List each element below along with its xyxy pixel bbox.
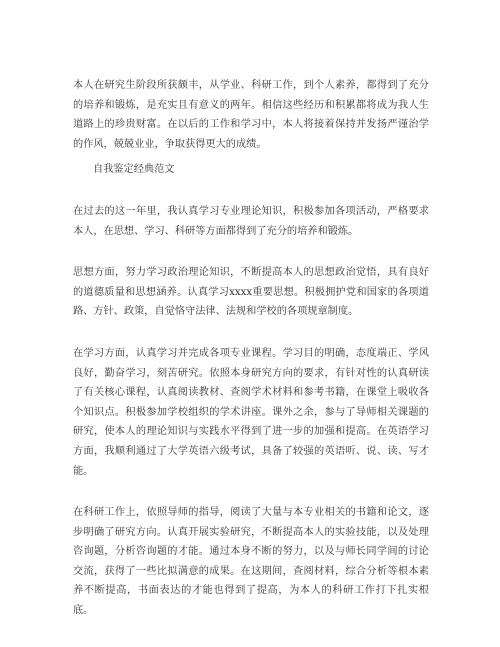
document-body xyxy=(73,76,429,621)
spacer xyxy=(73,481,429,503)
paragraph-study: 在学习方面，认真学习并完成各项专业课程。学习目的明确，态度端正、学风良好，勤奋学习，刻苦研究。依照本身研究方向的要求，有针对性的认真研读了有关核心课程，认真阅读教材、查阅学术材料和参考书籍，在课堂上吸收各个知识点。积极参加学校组织的学术讲座。课外之余，参与了导师相关课题的研究，使本人的理论知识与实践水平得到了进一步的加强和提高。在英语学习方面，我顺利通过了大学英语六级考试，具备了较强的英语听、说、读、写才能。 xyxy=(73,347,429,477)
section-heading: 自我鉴定经典范文 xyxy=(93,164,175,176)
paragraph-overview: 在过去的这一年里，我认真学习专业理论知识，积极参加各项活动，严格要求本人，在思想、学习、科研等方面都得到了充分的培养和锻炼。 xyxy=(73,205,429,237)
intro-paragraph: 本人在研究生阶段所获颇丰，从学业、科研工作，到个人素养，都得到了充分的培养和锻炼，是充实且有意义的两年。相信这些经历和积累都将成为我人生道路上的珍贵财富。在以后的工作和学习中，本人将接着保持并发扬严谨治学的作风，兢兢业业，争取获得更大的成绩。 xyxy=(73,80,429,150)
paragraph-ideology: 思想方面，努力学习政治理论知识，不断提高本人的思想政治觉悟，具有良好的道德质量和思想涵养。认真学习xxxx重要思想。积极拥护党和国家的各项道路、方针、政策，自觉恪守法律、法规和学校的各项规章制度。 xyxy=(73,267,429,318)
spacer xyxy=(73,180,429,202)
paragraph-research: 在科研工作上，依照导师的指导，阅读了大量与本专业相关的书籍和论文，逐步明确了研究方向。认真开展实验研究，不断提高本人的实验技能，以及处理咨询题，分析咨询题的才能。通过本身不断的努力，以及与师长同学间的讨论交流，获得了一些比拟满意的成果。在这期间，查阅材料，综合分析等根本素养不断提高，书面表达的才能也得到了提高，为本人的科研工作打下扎实根底。 xyxy=(73,507,429,617)
spacer xyxy=(73,241,429,263)
spacer xyxy=(73,322,429,344)
